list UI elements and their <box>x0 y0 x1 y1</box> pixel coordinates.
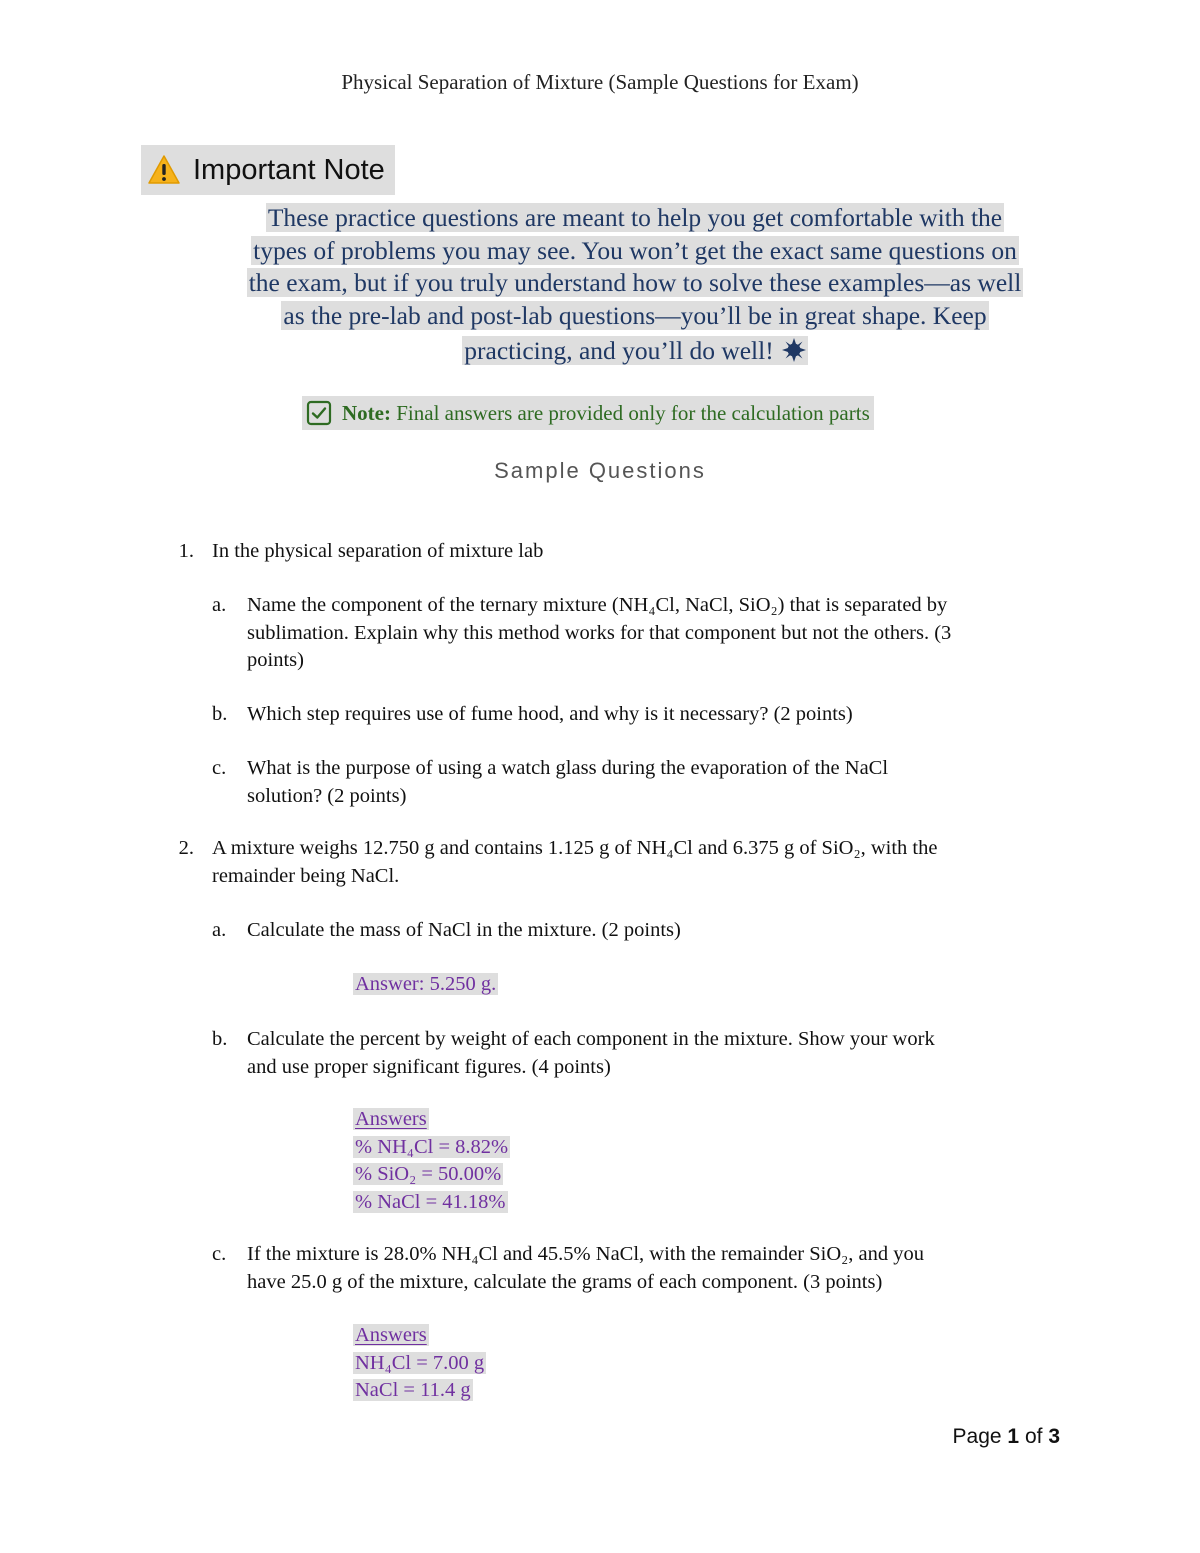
note-line: types of problems you may see. You won’t get the exact same questions on <box>253 235 1017 265</box>
important-note-title: Important Note <box>193 153 385 186</box>
checkbox-check-icon <box>306 400 332 426</box>
part-text: Which step requires use of fume hood, and why is it necessary? (2 points) <box>247 703 853 725</box>
part-text: Name the component of the ternary mixture (NH₄Cl, NaCl, SiO₂) that is separated by sublimation. Explain why this method works for that component but not the others. (3 points) <box>247 594 952 671</box>
final-answers-note <box>302 396 874 430</box>
part-letter: a. <box>212 919 227 941</box>
part-text: Calculate the mass of NaCl in the mixture. (2 points) <box>247 919 681 941</box>
question-number: 1. <box>178 540 194 562</box>
section-title: Sample Questions <box>494 458 706 483</box>
part-text: If the mixture is 28.0% NH₄Cl and 45.5% NaCl, with the remainder SiO₂, and you have 25.0 g of the mixture, calculate the grams of each component. (3 points) <box>247 1243 925 1293</box>
part-letter: b. <box>212 703 228 725</box>
answer-box: Answer: 5.250 g. <box>355 973 497 995</box>
part-letter: a. <box>212 594 227 616</box>
page-header: Physical Separation of Mixture (Sample Questions for Exam) <box>341 70 859 94</box>
burst-icon <box>782 338 806 362</box>
part-text: What is the purpose of using a watch glass during the evaporation of the NaCl solution? (2 points) <box>247 757 889 807</box>
question-number: 2. <box>178 837 194 859</box>
note-text: Final answers are provided only for the calculation parts <box>396 400 870 425</box>
warning-icon <box>147 154 181 186</box>
note-label: Note: <box>342 400 391 425</box>
note-line: as the pre-lab and post-lab questions—you’ll be in great shape. Keep <box>283 300 987 330</box>
part-text: Calculate the percent by weight of each component in the mixture. Show your work and use proper significant figures. (4 points) <box>247 1028 935 1078</box>
part-letter: b. <box>212 1028 228 1050</box>
note-line: the exam, but if you truly understand how to solve these examples—as well <box>248 268 1022 297</box>
note-line: These practice questions are meant to help you get comfortable with the <box>267 203 1003 232</box>
important-note-heading <box>141 145 395 195</box>
part-letter: c. <box>212 1243 227 1265</box>
question-text: In the physical separation of mixture lab <box>212 540 544 562</box>
answer-box: Answers % NH₄Cl = 8.82% % SiO₂ = 50.00% % NaCl = 41.18% <box>355 1108 509 1213</box>
part-letter: c. <box>212 757 227 779</box>
page-number: Page 1 of 3 <box>952 1425 1060 1448</box>
important-note-body <box>212 202 1058 368</box>
question-text: A mixture weighs 12.750 g and contains 1.125 g of NH₄Cl and 6.375 g of SiO₂, with the remainder being NaCl. <box>212 837 938 887</box>
note-line: practicing, and you’ll do well! <box>212 335 1058 368</box>
answer-box: Answers NH₄Cl = 7.00 g NaCl = 11.4 g <box>355 1324 485 1401</box>
